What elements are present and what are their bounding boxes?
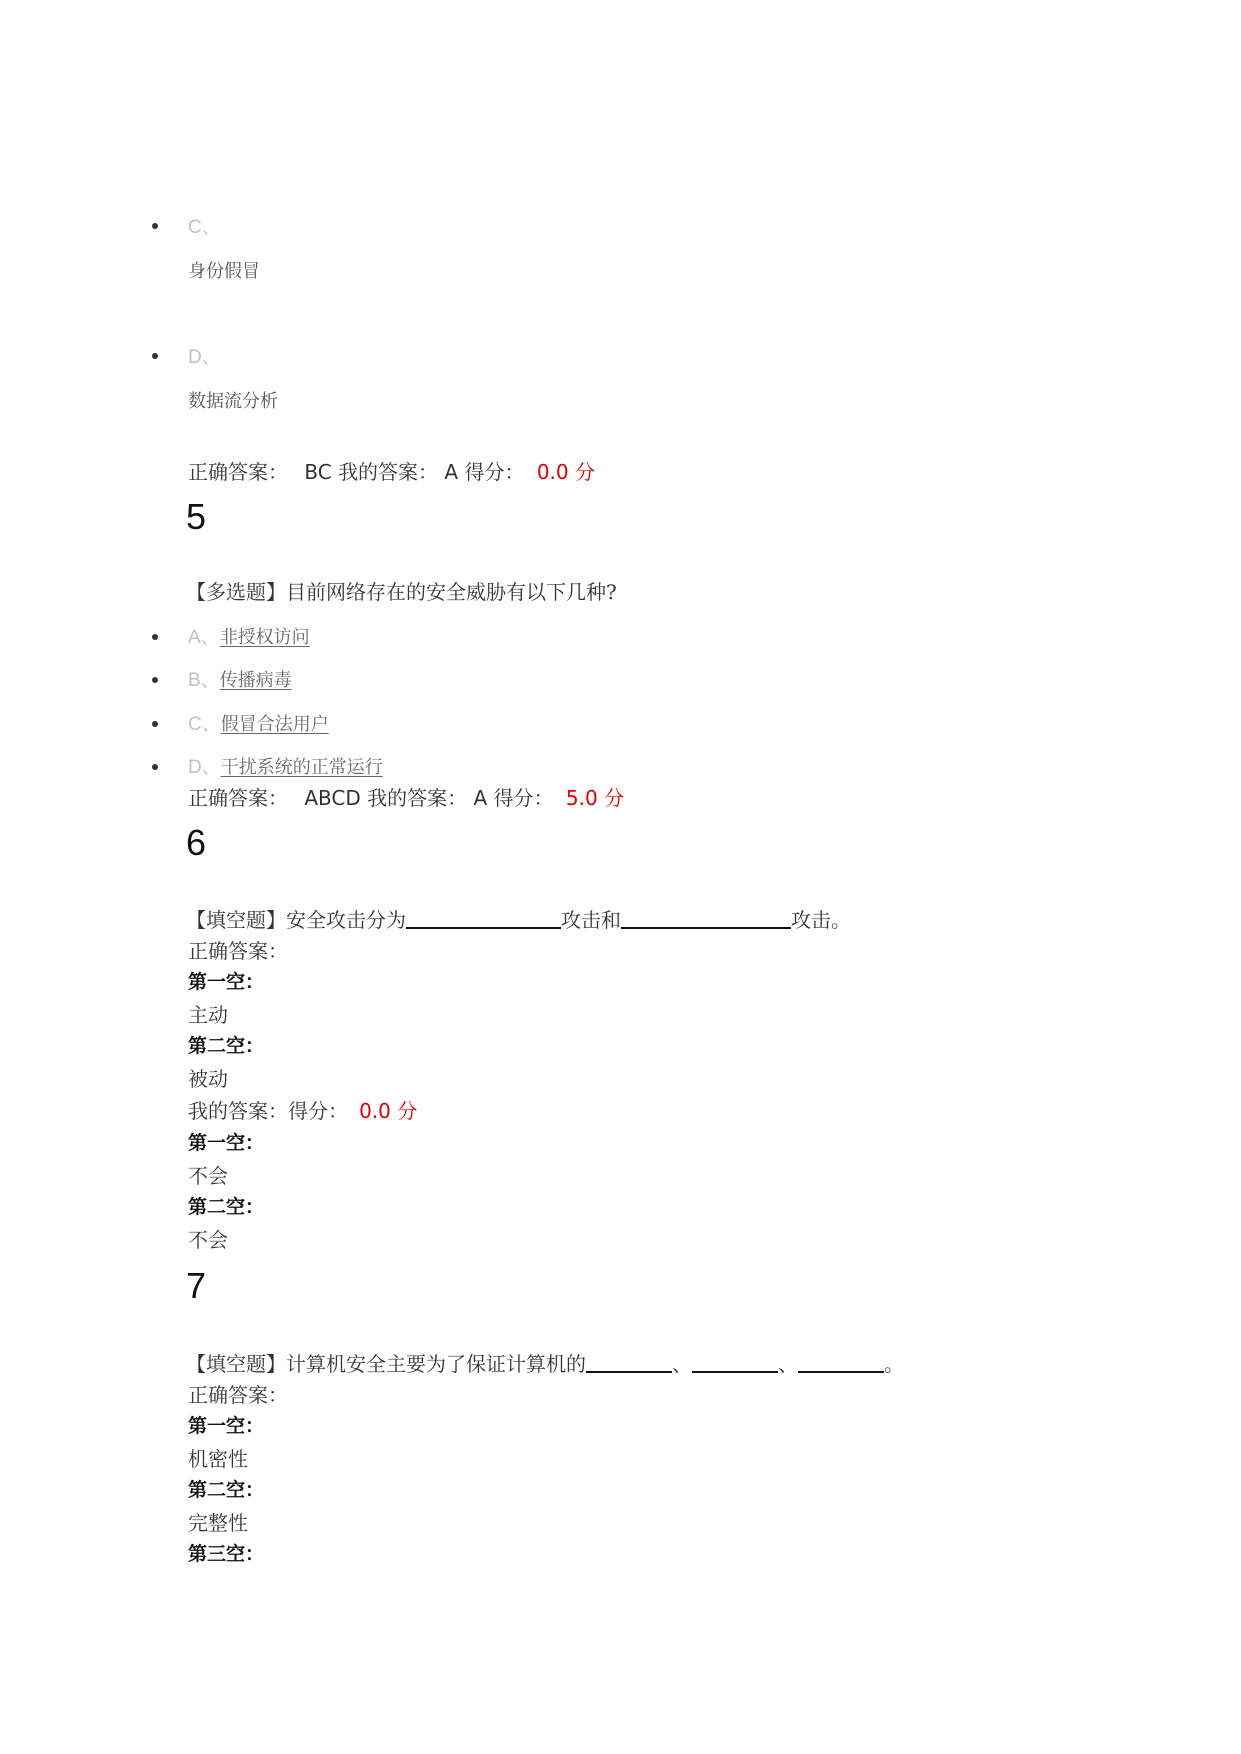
my-answer-value: A [473, 786, 488, 810]
blank-answer: 被动 [188, 1067, 228, 1091]
my-answer-label: 我的答案： [188, 1099, 288, 1123]
option-link[interactable]: 假冒合法用户 [220, 714, 329, 735]
question-stem [186, 904, 851, 933]
blank-answer: 完整性 [188, 1511, 248, 1535]
stem-text: 、 [778, 1352, 798, 1376]
blank-label: 第二空： [188, 1035, 265, 1057]
answer-summary [188, 456, 595, 485]
score-label: 得分： [288, 1099, 348, 1123]
blank-label: 第一空： [188, 1132, 265, 1154]
stem-text: 攻击。 [791, 908, 851, 932]
stem-text: 、 [672, 1352, 692, 1376]
list-bullet [152, 353, 158, 359]
question-number: 7 [186, 1265, 207, 1306]
list-bullet [152, 634, 158, 640]
my-answer-label: 我的答案： [338, 460, 439, 484]
fill-blank [621, 907, 791, 929]
blank-answer: 主动 [188, 1003, 228, 1027]
option-link[interactable]: 传播病毒 [219, 670, 292, 691]
blank-label: 第三空： [188, 1543, 265, 1565]
fill-blank [586, 1351, 672, 1373]
question-stem [186, 1348, 904, 1377]
score-value: 5.0 分 [565, 786, 625, 810]
list-bullet [152, 721, 158, 727]
option-link[interactable]: 非授权访问 [219, 627, 310, 648]
list-bullet [152, 223, 158, 229]
correct-answer-label: 正确答案： [188, 939, 288, 963]
stem-text: 【填空题】安全攻击分为 [186, 908, 406, 932]
option-item[interactable] [188, 752, 383, 779]
answer-summary [188, 782, 624, 811]
option-text: 数据流分析 [188, 391, 278, 412]
my-answer-label: 我的答案： [367, 786, 468, 810]
blank-answer: 机密性 [188, 1447, 248, 1471]
option-letter: A、 [188, 627, 220, 648]
option-text: 身份假冒 [188, 261, 260, 282]
stem-text: 攻击和 [561, 908, 621, 932]
option-letter: D、 [188, 757, 221, 778]
option-letter: C、 [188, 714, 221, 735]
fill-blank [692, 1351, 778, 1373]
correct-answer-value: BC [304, 460, 332, 484]
blank-answer: 不会 [188, 1164, 228, 1188]
my-answer-row [188, 1095, 417, 1124]
option-letter: C、 [188, 217, 221, 238]
list-bullet [152, 677, 158, 683]
score-label: 得分： [493, 786, 554, 810]
list-bullet [152, 764, 158, 770]
correct-answer-label: 正确答案： [188, 1383, 288, 1407]
option-item[interactable] [188, 622, 310, 649]
blank-label: 第一空： [188, 1415, 265, 1437]
question-number: 6 [186, 822, 207, 863]
stem-text: 【填空题】计算机安全主要为了保证计算机的 [186, 1352, 586, 1376]
question-stem: 【多选题】目前网络存在的安全威胁有以下几种? [186, 580, 617, 604]
option-item[interactable] [188, 665, 292, 692]
stem-text: 。 [884, 1352, 904, 1376]
my-answer-value: A [444, 460, 459, 484]
blank-label: 第二空： [188, 1479, 265, 1501]
option-letter: D、 [188, 347, 221, 368]
correct-answer-value: ABCD [304, 786, 361, 810]
blank-label: 第一空： [188, 971, 265, 993]
blank-answer: 不会 [188, 1228, 228, 1252]
correct-answer-label: 正确答案： [188, 460, 288, 484]
fill-blank [406, 907, 561, 929]
score-value: 0.0 分 [536, 460, 595, 484]
option-link[interactable]: 干扰系统的正常运行 [220, 757, 383, 778]
score-value: 0.0 分 [359, 1099, 418, 1123]
blank-label: 第二空： [188, 1196, 265, 1218]
score-label: 得分： [464, 460, 525, 484]
question-number: 5 [186, 496, 207, 537]
option-letter: B、 [188, 670, 220, 691]
fill-blank [798, 1351, 884, 1373]
correct-answer-label: 正确答案： [188, 786, 288, 810]
option-item[interactable] [188, 709, 329, 736]
